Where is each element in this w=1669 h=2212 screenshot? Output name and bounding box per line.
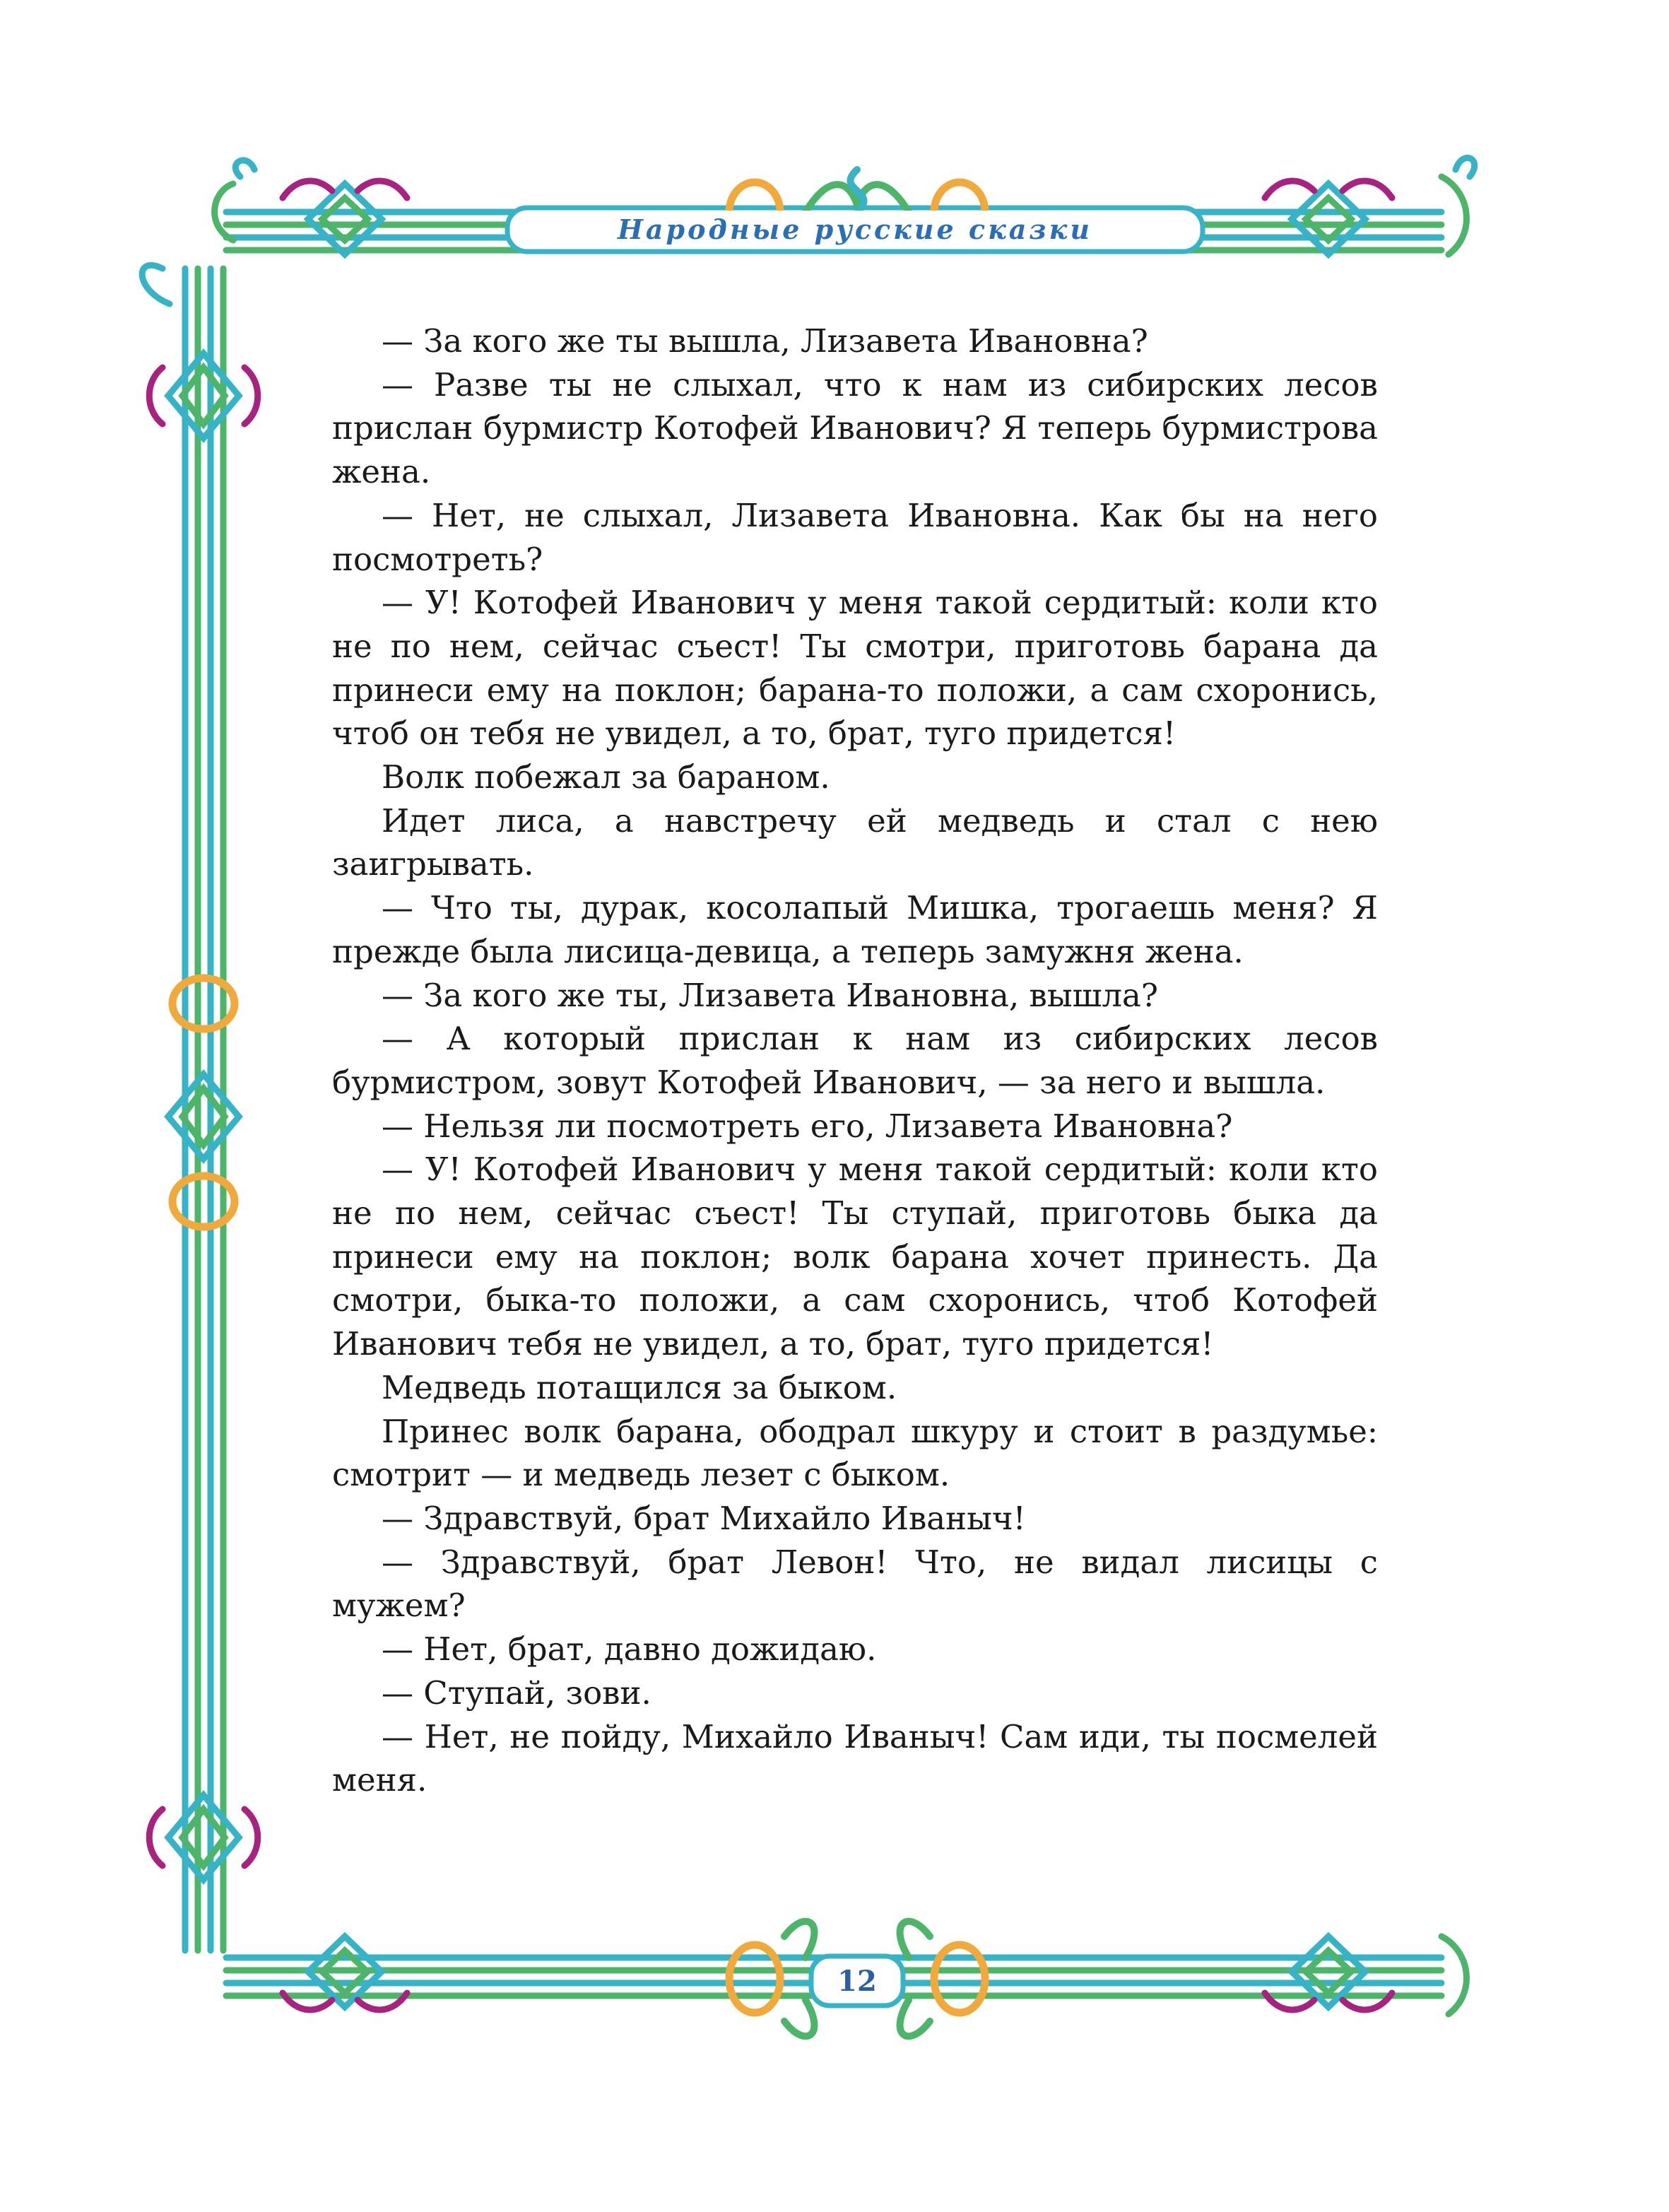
page-number: 12 [837, 1964, 877, 1998]
paragraph: Принес волк барана, ободрал шкуру и стоит в раздумье: смотрит — и медведь лезет с быком. [332, 1412, 1378, 1494]
paragraph: — Нельзя ли посмотреть его, Лизавета Ивановна? [382, 1107, 1233, 1145]
story-text [332, 319, 1378, 1802]
running-header: Народные русские сказки [617, 213, 1093, 245]
paragraph: — Разве ты не слыхал, что к нам из сибирских лесов прислан бурмистр Котофей Иванович? Я теперь бурмистрова жена. [332, 365, 1378, 491]
paragraph: — Ступай, зови. [382, 1673, 651, 1712]
paragraph: — Нет, не пойду, Михайло Иваныч! Сам иди, ты посмелей меня. [332, 1717, 1378, 1799]
paragraph: — Здравствуй, брат Левон! Что, не видал лисицы с мужем? [332, 1543, 1378, 1625]
paragraph: — У! Котофей Иванович у меня такой сердитый: коли кто не по нем, сейчас съест! Ты ступай, приготовь быка да принеси ему на поклон; волк барана хочет принесть. Да смотри, быка-то положи, а сам схоронись, чтоб Котофей Иванович тебя не увидел, а то, брат, туго придется! [332, 1151, 1378, 1363]
paragraph: — Что ты, дурак, косолапый Мишка, трогаешь меня? Я прежде была лисица-девица, а теперь замужня жена. [332, 889, 1378, 970]
paragraph: — Нет, брат, давно дожидаю. [382, 1630, 877, 1669]
paragraph: Медведь потащился за быком. [382, 1368, 897, 1406]
paragraph: Идет лиса, а навстречу ей медведь и стал с нею заигрывать. [332, 801, 1378, 883]
paragraph: — За кого же ты, Лизавета Ивановна, вышла? [382, 976, 1159, 1014]
paragraph: — А который прислан к нам из сибирских лесов бурмистром, зовут Котофей Иванович, — за него и вышла. [332, 1020, 1378, 1101]
paragraph: — Здравствуй, брат Михайло Иваныч! [382, 1499, 1026, 1537]
paragraph: — У! Котофей Иванович у меня такой сердитый: коли кто не по нем, сейчас съест! Ты смотри, приготовь барана да принеси ему на поклон; барана-то положи, а сам схоронись, чтоб он тебя не увидел, а то, брат, туго придется! [332, 584, 1378, 753]
paragraph: Волк побежал за бараном. [382, 758, 830, 796]
paragraph: — За кого же ты вышла, Лизавета Ивановна? [382, 322, 1148, 360]
paragraph: — Нет, не слыхал, Лизавета Ивановна. Как бы на него посмотреть? [332, 496, 1378, 578]
